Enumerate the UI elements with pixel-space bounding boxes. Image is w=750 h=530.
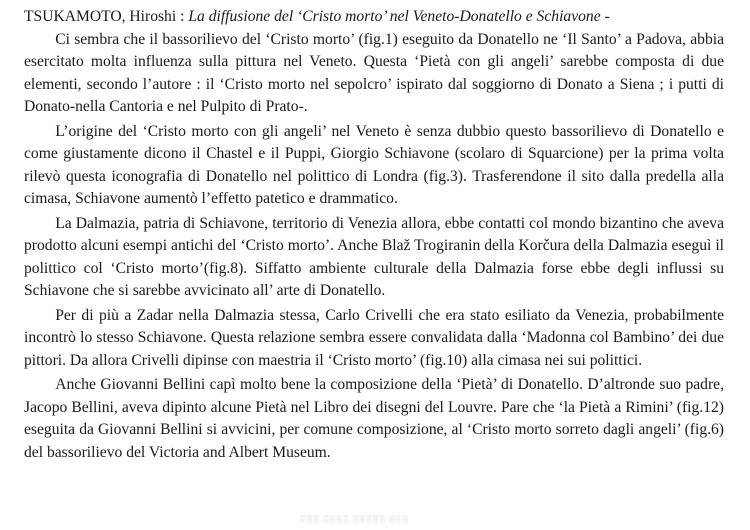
article-header: [24, 6, 724, 29]
paragraph-1: Ci sembra che il bassorilievo del ‘Cristo morto’ (fig.1) eseguito da Donatello ne ‘Il Santo’ a Padova, abbia esercitato molta influenza sulla pittura nel Veneto. Questa ‘Pietà con gli angeli’ sarebbe composta di due elementi, secondo l’autore : il ‘Cristo morto nel sepolcro’ ispirato dal soggiorno di Donato a Siena ; i putti di Donato-nella Cantoria e nel Pulpito di Prato-.: [24, 30, 724, 115]
author-name: TSUKAMOTO, Hiroshi :: [24, 8, 189, 25]
paragraph-5: Anche Giovanni Bellini capì molto bene la composizione della ‘Pietà’ di Donatello. D’altronde suo padre, Jacopo Bellini, aveva dipinto alcune Pietà nel Libro dei disegni del Louvre. Pare che ‘la Pietà a Rimini’ (fig.12) eseguita da Giovanni Bellini si avvicini, per comune composizione, al ‘Cristo morto sorreto dagli angeli’ (fig.6) del bassorilievo del Victoria and Albert Museum.: [24, 376, 724, 461]
paragraph-4: Per di più a Zadar nella Dalmazia stessa, Carlo Crivelli che era stato esiliato da Venezia, probabilmente incontrò lo stesso Schiavone. Questa relazione sembra essere convalidata dalla ‘Madonna col Bambino’ dei due pittori. Da allora Crivelli dipinse con maestria il ‘Cristo morto’ (fig.10) alla cimasa nei sui polittici.: [24, 306, 724, 369]
paragraph-2: L’origine del ‘Cristo morto con gli angeli’ nel Veneto è senza dubbio questo bassorilievo di Donatello e come giustamente dicono il Chastel e il Puppi, Giorgio Schiavone (scolaro di Squarcione) per la prima volta rilevò questa iconografia di Donatello nel polittico di Londra (fig.3). Trasferendone il sito dalla predella alla cimasa, Schiavone aumentò l’effetto patetico e drammatico.: [24, 122, 724, 207]
show-through-text: ▒▒▒ ▒▒▒▒ ▒▒▒▒▒ ▒▒▒: [300, 515, 410, 523]
article-title: La diffusione del ‘Cristo morto’ nel Veneto-Donatello e Schiavone -: [188, 8, 610, 25]
paragraph-3: La Dalmazia, patria di Schiavone, territorio di Venezia allora, ebbe contatti col mondo bizantino che aveva prodotto alcuni esempi antichi del ‘Cristo morto’. Anche Blaž Trogiranin della Korčura della Dalmazia eseguì il polittico col ‘Cristo morto’(fig.8). Siffatto ambiente culturale della Dalmazia forse ebbe degli influssi su Schiavone che si sarebbe avvicinato all’ arte di Donatello.: [24, 214, 724, 299]
